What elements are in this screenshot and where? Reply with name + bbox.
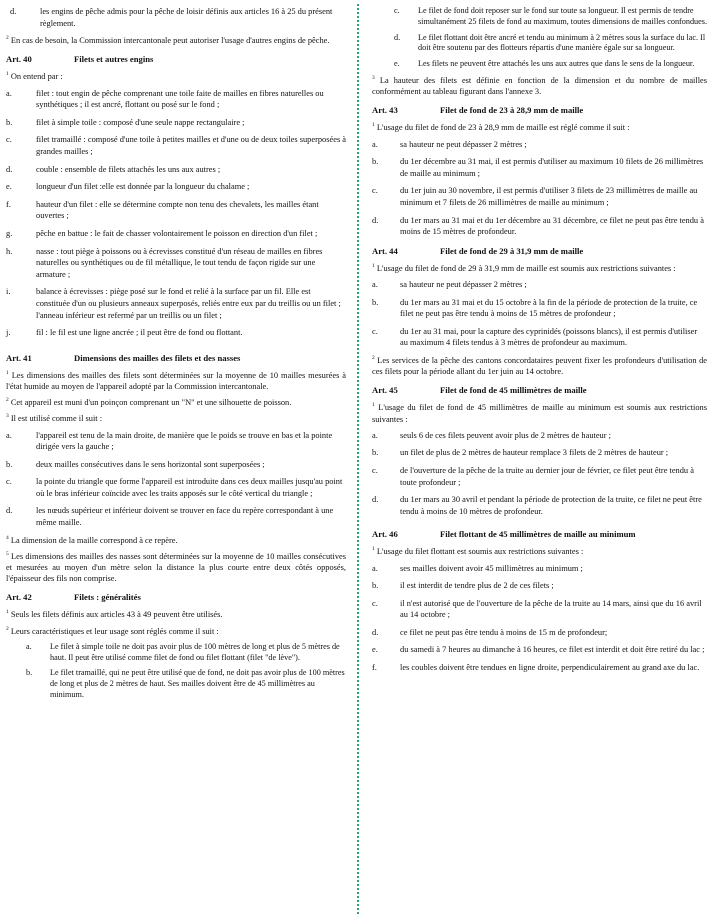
paragraph: $^4$ La dimension de la maille correspond à ce repère. [6,534,178,545]
list-item: c. du 1er juin au 30 novembre, il est permis d'utiliser 3 filets de 23 millimètres de maille au minimum et 7 filets de 26 millimètres de maille au minimum ; [372,186,698,207]
list-item: h. nasse : tout piège à poissons ou à écrevisses constitué d'un réseau de mailles en fibres naturelles ou synthétiques ou de fil métallique, le tout tendu de façon rigide sur une armature ; [6,246,323,279]
list-item: f. les coubles doivent être tendues en ligne droite, perpendiculairement au grand axe du lac. [372,663,700,673]
list-item: b. filet à simple toile : composé d'une seule nappe rectangulaire ; [6,117,245,127]
list-item: b. du 1er décembre au 31 mai, il est permis d'utiliser au maximum 10 filets de 26 millimètres de maille au minimum ; [372,157,704,178]
procedure-list [6,430,346,529]
article-heading: Art. 42 Filets : généralités [6,592,141,603]
list-item: f. hauteur d'un filet : elle se détermine compte non tenu des chevalets, les mailles étant ouvertes ; [6,199,319,221]
restriction-list [372,563,707,674]
list-item: d. les engins de pêche admis pour la pêche de loisir définis aux articles 16 à 25 du présent règlement. [10,7,333,28]
paragraph: $^2$ En cas de besoin, la Commission intercantonale peut autoriser l'usage d'autres engins de pêche. [6,35,330,46]
list-item: d. du 1er mars au 31 mai et du 1er décembre au 31 décembre, ce filet ne peut pas être tendu à moins de 15 mètres de profondeur. [372,215,704,237]
list-item: b. deux mailles consécutives dans le sens horizontal sont superposées ; [6,459,265,469]
list-item: c. il n'est autorisé que de l'ouverture de la pêche de la truite au 14 mars, ainsi que du 16 avril au 14 octobre ; [372,598,702,620]
list-item: d. couble : ensemble de filets attachés les uns aux autres ; [6,164,221,174]
paragraph: $^2$ Cet appareil est muni d'un poinçon comprenant un "N" et une silhouette de poisson. [6,397,292,408]
list-item: a. Le filet à simple toile ne doit pas avoir plus de 100 mètres de long et plus de 5 mètres de haut. Il peut être utilisé comme filet de fond ou filet flottant (filet "de lève"). [26,641,340,662]
article-heading: Art. 45 Filet de fond de 45 millimètres de maille [372,385,587,396]
restriction-list [372,139,707,238]
list-item: c. Le filet de fond doit reposer sur le fond sur toute sa longueur. Il est permis de tendre simultanément 25 filets de fond au maximum, toutes dimensions de mailles confondues. [394,6,708,26]
list-item: j. fil : le fil est une ligne ancrée ; il peut être de fond ou flottant. [6,328,243,338]
list-item: a. filet : tout engin de pêche comprenant une toile faite de mailles en fibres naturelles ou synthétiques ; il est ancré, flottant ou posé sur le fond ; [6,88,324,110]
right-column [372,6,707,680]
list-item: e. Les filets ne peuvent être attachés les uns aux autres que dans le sens de la longueur. [394,59,695,69]
definition-list [6,88,346,339]
list-item: a. l'appareil est tenu de la main droite, de manière que le poids se trouve en bas et la pointe dirigée vers la gauche ; [6,430,333,452]
column-divider [357,4,359,914]
list-item: e. longueur d'un filet :elle est donnée par la longueur du chalame ; [6,182,250,192]
article-heading: Art. 43 Filet de fond de 23 à 28,9 mm de maille [372,105,584,116]
paragraph: $^3$ La hauteur des filets est définie en fonction de la dimension et du nombre de mailles conformément au tableau figurant dans l'annexe 3. [372,75,708,97]
paragraph: $^2$ Leurs caractéristiques et leur usage sont réglés comme il suit : [6,625,219,636]
list-item: d. les nœuds supérieur et inférieur doivent se trouver en face du repère correspondant à une même maille. [6,506,334,528]
article-heading: Art. 46 Filet flottant de 45 millimètres de maille au minimum [372,529,636,540]
list-item: g. pêche en battue : le fait de chasser volontairement le poisson en direction d'un filet ; [6,228,318,238]
list-item: a. sa hauteur ne peut dépasser 2 mètres ; [372,279,527,289]
list-item: a. ses mailles doivent avoir 45 millimètres au minimum ; [372,563,583,573]
paragraph: $^1$ On entend par : [6,71,63,82]
list-item: d. Le filet flottant doit être ancré et tendu au minimum à 2 mètres sous la surface du lac. Il doit être soutenu par des flotteurs répartis d'une manière égale sur sa longueur. [394,32,706,53]
paragraph: $^5$ Les dimensions des mailles des nasses sont déterminées sur la moyenne de 10 mailles consécutives et mesurées au moyen d'un mètre selon la distance la plus courte entre deux côtés opposés, l'épaisseur des fils non comprise. [6,551,346,584]
list-item: c. du 1er au 31 mai, pour la capture des cyprinidés (poissons blancs), il est permis d'utiliser au maximum 4 filets tendus à 3 mètres de profondeur au maximum. [372,326,698,348]
restriction-list [372,279,707,349]
paragraph: $^1$ L'usage du filet de fond de 29 à 31,9 mm de maille est soumis aux restrictions suivantes : [372,262,676,273]
list-item: i. balance à écrevisses : piège posé sur le fond et relié à la surface par un fil. Elle est constituée d'un ou plusieurs anneaux superposés, reliés entre eux par du treillis ou un filet ; l'anneau inférieur est refermé par un treillis ou un filet ; [6,287,341,320]
list-item: b. Le filet tramaillé, qui ne peut être utilisé que de fond, ne doit pas avoir plus de 100 mètres de long et plus de 2 mètres de haut. Ses mailles doivent être de 45 millimètres au minimum. [26,668,345,700]
restriction-list [372,430,707,518]
list-item: c. de l'ouverture de la pêche de la truite au dernier jour de février, ce filet peut être tendu à toute profondeur ; [372,465,694,487]
list-item: c. la pointe du triangle que forme l'appareil est introduite dans ces deux mailles jusqu'au point où le bras inférieur coïncide avec les traits apposés sur le côté vertical du triangle ; [6,477,343,498]
list-item: a. seuls 6 de ces filets peuvent avoir plus de 2 mètres de hauteur ; [372,430,611,440]
paragraph: $^3$ Il est utilisé comme il suit : [6,413,103,424]
list-item: d. du 1er mars au 30 avril et pendant la période de protection de la truite, ce filet ne peut être tendu à moins de 10 mètres de profondeur. [372,495,702,516]
paragraph: $^2$ Les services de la pêche des cantons concordataires peuvent fixer les profondeurs d'utilisation de ces filets pour la période allant du 1er juin au 14 octobre. [372,355,708,377]
left-column [6,6,346,706]
list-item: c. filet tramaillé : composé d'une toile à petites mailles et d'une ou de deux toiles superposées à grandes mailles ; [6,135,347,156]
list-item: e. du samedi à 7 heures au dimanche à 16 heures, ce filet est interdit et doit être retiré du lac ; [372,645,705,655]
list-item: a. sa hauteur ne peut dépasser 2 mètres ; [372,139,527,149]
paragraph: $^1$ Seuls les filets définis aux articles 43 à 49 peuvent être utilisés. [6,609,223,620]
list-item: b. un filet de plus de 2 mètres de hauteur remplace 3 filets de 2 mètres de hauteur ; [372,448,669,458]
paragraph: $^1$ L'usage du filet flottant est soumis aux restrictions suivantes : [372,546,584,557]
list-item: d. ce filet ne peut pas être tendu à moins de 15 m de profondeur; [372,627,608,637]
paragraph: $^1$ L'usage du filet de fond de 45 millimètres de maille au minimum est soumis aux restrictions suivantes : [372,402,708,424]
paragraph: $^1$ Les dimensions des mailles des filets sont déterminées sur la moyenne de 10 mailles mesurées à l'état humide au moyen de l'appareil adopté par la Commission intercantonale. [6,369,346,391]
rules-list [372,6,707,70]
list-item: b. du 1er mars au 31 mai et du 15 octobre à la fin de la période de protection de la truite, ce filet ne peut pas être tendu à moins de 15 mètres de profondeur ; [372,297,698,319]
paragraph: $^1$ L'usage du filet de fond de 23 à 28,9 mm de maille est réglé comme il suit : [372,122,630,133]
rules-list [6,642,346,701]
article-heading: Art. 41 Dimensions des mailles des filets et des nasses [6,352,241,363]
article-heading: Art. 44 Filet de fond de 29 à 31,9 mm de maille [372,245,584,256]
article-heading: Art. 40 Filets et autres engins [6,54,154,65]
list-item: b. il est interdit de tendre plus de 2 de ces filets ; [372,581,554,591]
